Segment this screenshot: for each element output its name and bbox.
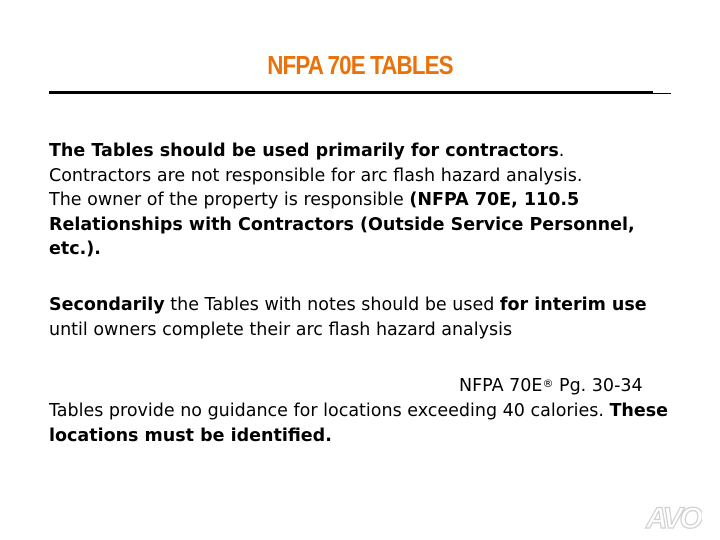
contractors-lead-punct: . [558, 141, 565, 161]
secondarily-bold: Secondarily [49, 295, 165, 315]
contractors-not-responsible: Contractors are not responsible for arc flash hazard analysis. [49, 165, 583, 186]
owner-responsible: The owner of the property is responsible [49, 190, 410, 210]
interim-use-bold: for interim use [499, 295, 647, 315]
paragraph-secondarily [49, 293, 689, 342]
title-divider-tail [653, 93, 671, 94]
locations-identified-bold: These locations must be identified. [49, 401, 669, 446]
secondarily-text: the Tables with notes should be used [164, 295, 500, 315]
title-divider [49, 91, 653, 94]
registered-mark: ® [542, 377, 554, 390]
interim-text: until owners complete their arc flash hazard analysis [49, 319, 513, 340]
avo-logo-icon [644, 498, 702, 534]
nfpa-pages: Pg. 30-34 [553, 376, 643, 396]
nfpa-page-reference [459, 372, 643, 399]
paragraph-no-guidance [49, 399, 689, 448]
paragraph-contractors [49, 139, 689, 262]
contractors-lead: The Tables should be used primarily for contractors [49, 141, 559, 161]
nfpa-name: NFPA 70E [459, 376, 543, 396]
no-guidance-text: Tables provide no guidance for locations exceeding 40 calories. [49, 401, 610, 421]
avo-logo-text: AVO [646, 502, 700, 534]
nfpa-reference-bold: (NFPA 70E, 110.5 Relationships with Contractors (Outside Service Personnel, etc.). [49, 190, 635, 259]
slide-title: NFPA 70E TABLES [267, 50, 453, 80]
